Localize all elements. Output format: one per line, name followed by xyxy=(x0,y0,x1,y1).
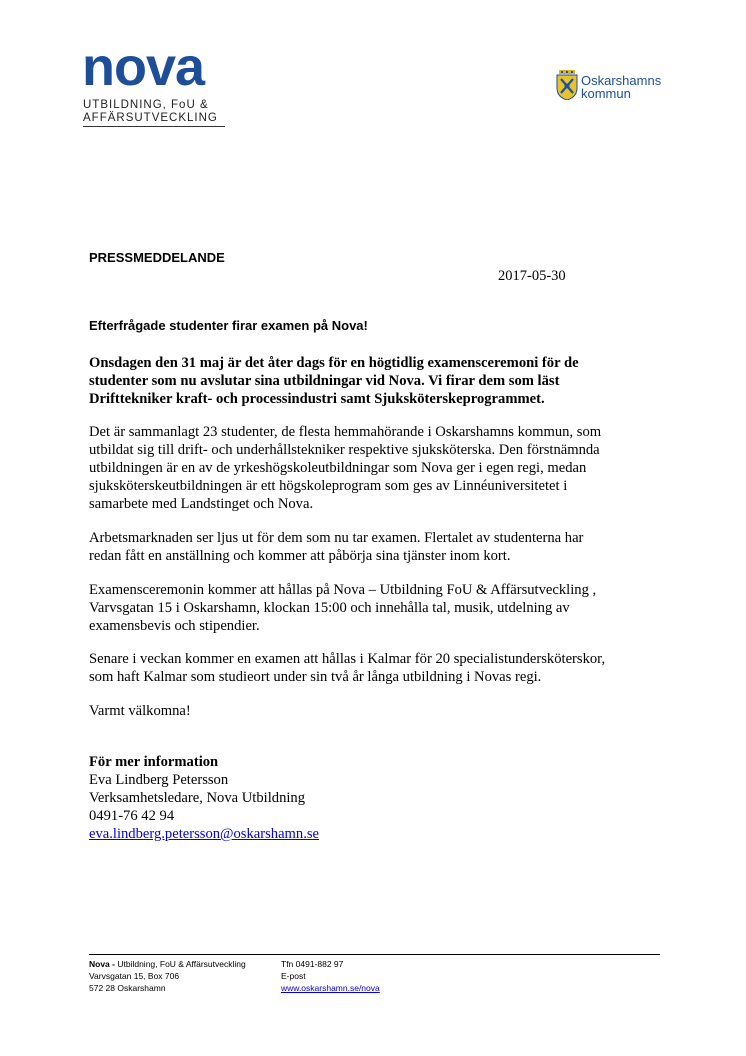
footer-website-link[interactable]: www.oskarshamn.se/nova xyxy=(281,983,380,993)
body-paragraph-4 xyxy=(89,650,649,686)
paragraph-line: Arbetsmarknaden ser ljus ut för dem som nu tar examen. Flertalet av studenterna har xyxy=(89,530,584,546)
paragraph-line: sjuksköterskeutbildningen är ett högskoleprogram som ges av Linnéuniversitetet i xyxy=(89,478,568,494)
paragraph-line: samarbete med Landstinget och Nova. xyxy=(89,496,314,512)
nova-logo-underline xyxy=(83,126,225,127)
footer-postal-address: 572 28 Oskarshamn xyxy=(89,983,166,993)
paragraph-line: som haft Kalmar som studieort under sin två år långa utbildning i Novas regi. xyxy=(89,669,542,685)
body-paragraph-2 xyxy=(89,529,649,565)
paragraph-line: utbildningen är en av de yrkeshögskoleutbildningar som Nova ger i egen regi, medan xyxy=(89,460,587,476)
contact-heading: För mer information xyxy=(89,754,219,770)
footer-org-name: Nova - xyxy=(89,959,115,969)
paragraph-line: Varvsgatan 15 i Oskarshamn, klockan 15:00 och innehålla tal, musik, utdelning av xyxy=(89,600,570,616)
footer-address-block xyxy=(89,958,246,994)
body-paragraph-3 xyxy=(89,581,649,635)
headline: Efterfrågade studenter firar examen på Nova! xyxy=(89,318,368,333)
oskarshamn-logo-name-line2: kommun xyxy=(581,86,631,101)
contact-phone: 0491-76 42 94 xyxy=(89,808,175,824)
contact-email-link[interactable]: eva.lindberg.petersson@oskarshamn.se xyxy=(89,826,319,842)
paragraph-line: examensbevis och stipendier. xyxy=(89,618,260,634)
nova-logo-tagline-line1: UTBILDNING, FoU & xyxy=(83,99,209,111)
nova-logo-tagline-line2: AFFÄRSUTVECKLING xyxy=(83,112,218,124)
footer-contact-block xyxy=(281,958,380,994)
lead-line: Drifttekniker kraft- och processindustri samt Sjuksköterskeprogrammet. xyxy=(89,391,545,407)
footer-street-address: Varvsgatan 15, Box 706 xyxy=(89,971,180,981)
footer-divider xyxy=(89,954,660,955)
paragraph-line: utbildat sig till drift- och underhållstekniker respektive sjuksköterska. Den förstnämnda xyxy=(89,442,600,458)
contact-block xyxy=(89,753,319,843)
paragraph-line: Examensceremonin kommer att hållas på Nova – Utbildning FoU & Affärsutveckling , xyxy=(89,582,597,598)
contact-name: Eva Lindberg Petersson xyxy=(89,772,229,788)
footer-email-label: E-post xyxy=(281,971,306,981)
lead-line: studenter som nu avslutar sina utbildningar vid Nova. Vi firar dem som läst xyxy=(89,373,560,389)
nova-logo-wordmark: nova xyxy=(82,37,205,97)
closing-text: Varmt välkomna! xyxy=(89,703,191,719)
press-release-date: 2017-05-30 xyxy=(498,268,566,284)
paragraph-line: Det är sammanlagt 23 studenter, de flesta hemmahörande i Oskarshamns kommun, som xyxy=(89,424,602,440)
closing-line xyxy=(89,702,649,720)
document-type-label: PRESSMEDDELANDE xyxy=(89,250,225,265)
footer-phone: Tfn 0491-882 97 xyxy=(281,959,344,969)
paragraph-line: redan fått en anställning och kommer att påbörja sina tjänster inom kort. xyxy=(89,548,511,564)
lead-line: Onsdagen den 31 maj är det åter dags för en högtidlig examensceremoni för de xyxy=(89,355,579,371)
paragraph-line: Senare i veckan kommer en examen att hållas i Kalmar för 20 specialistundersköterskor, xyxy=(89,651,606,667)
coat-of-arms-icon xyxy=(556,70,578,100)
footer-org-description: Utbildning, FoU & Affärsutveckling xyxy=(114,959,246,969)
body-paragraph-1 xyxy=(89,423,649,513)
oskarshamn-logo-name-line1: Oskarshamns xyxy=(581,73,662,88)
contact-role: Verksamhetsledare, Nova Utbildning xyxy=(89,790,306,806)
lead-paragraph xyxy=(89,354,649,408)
